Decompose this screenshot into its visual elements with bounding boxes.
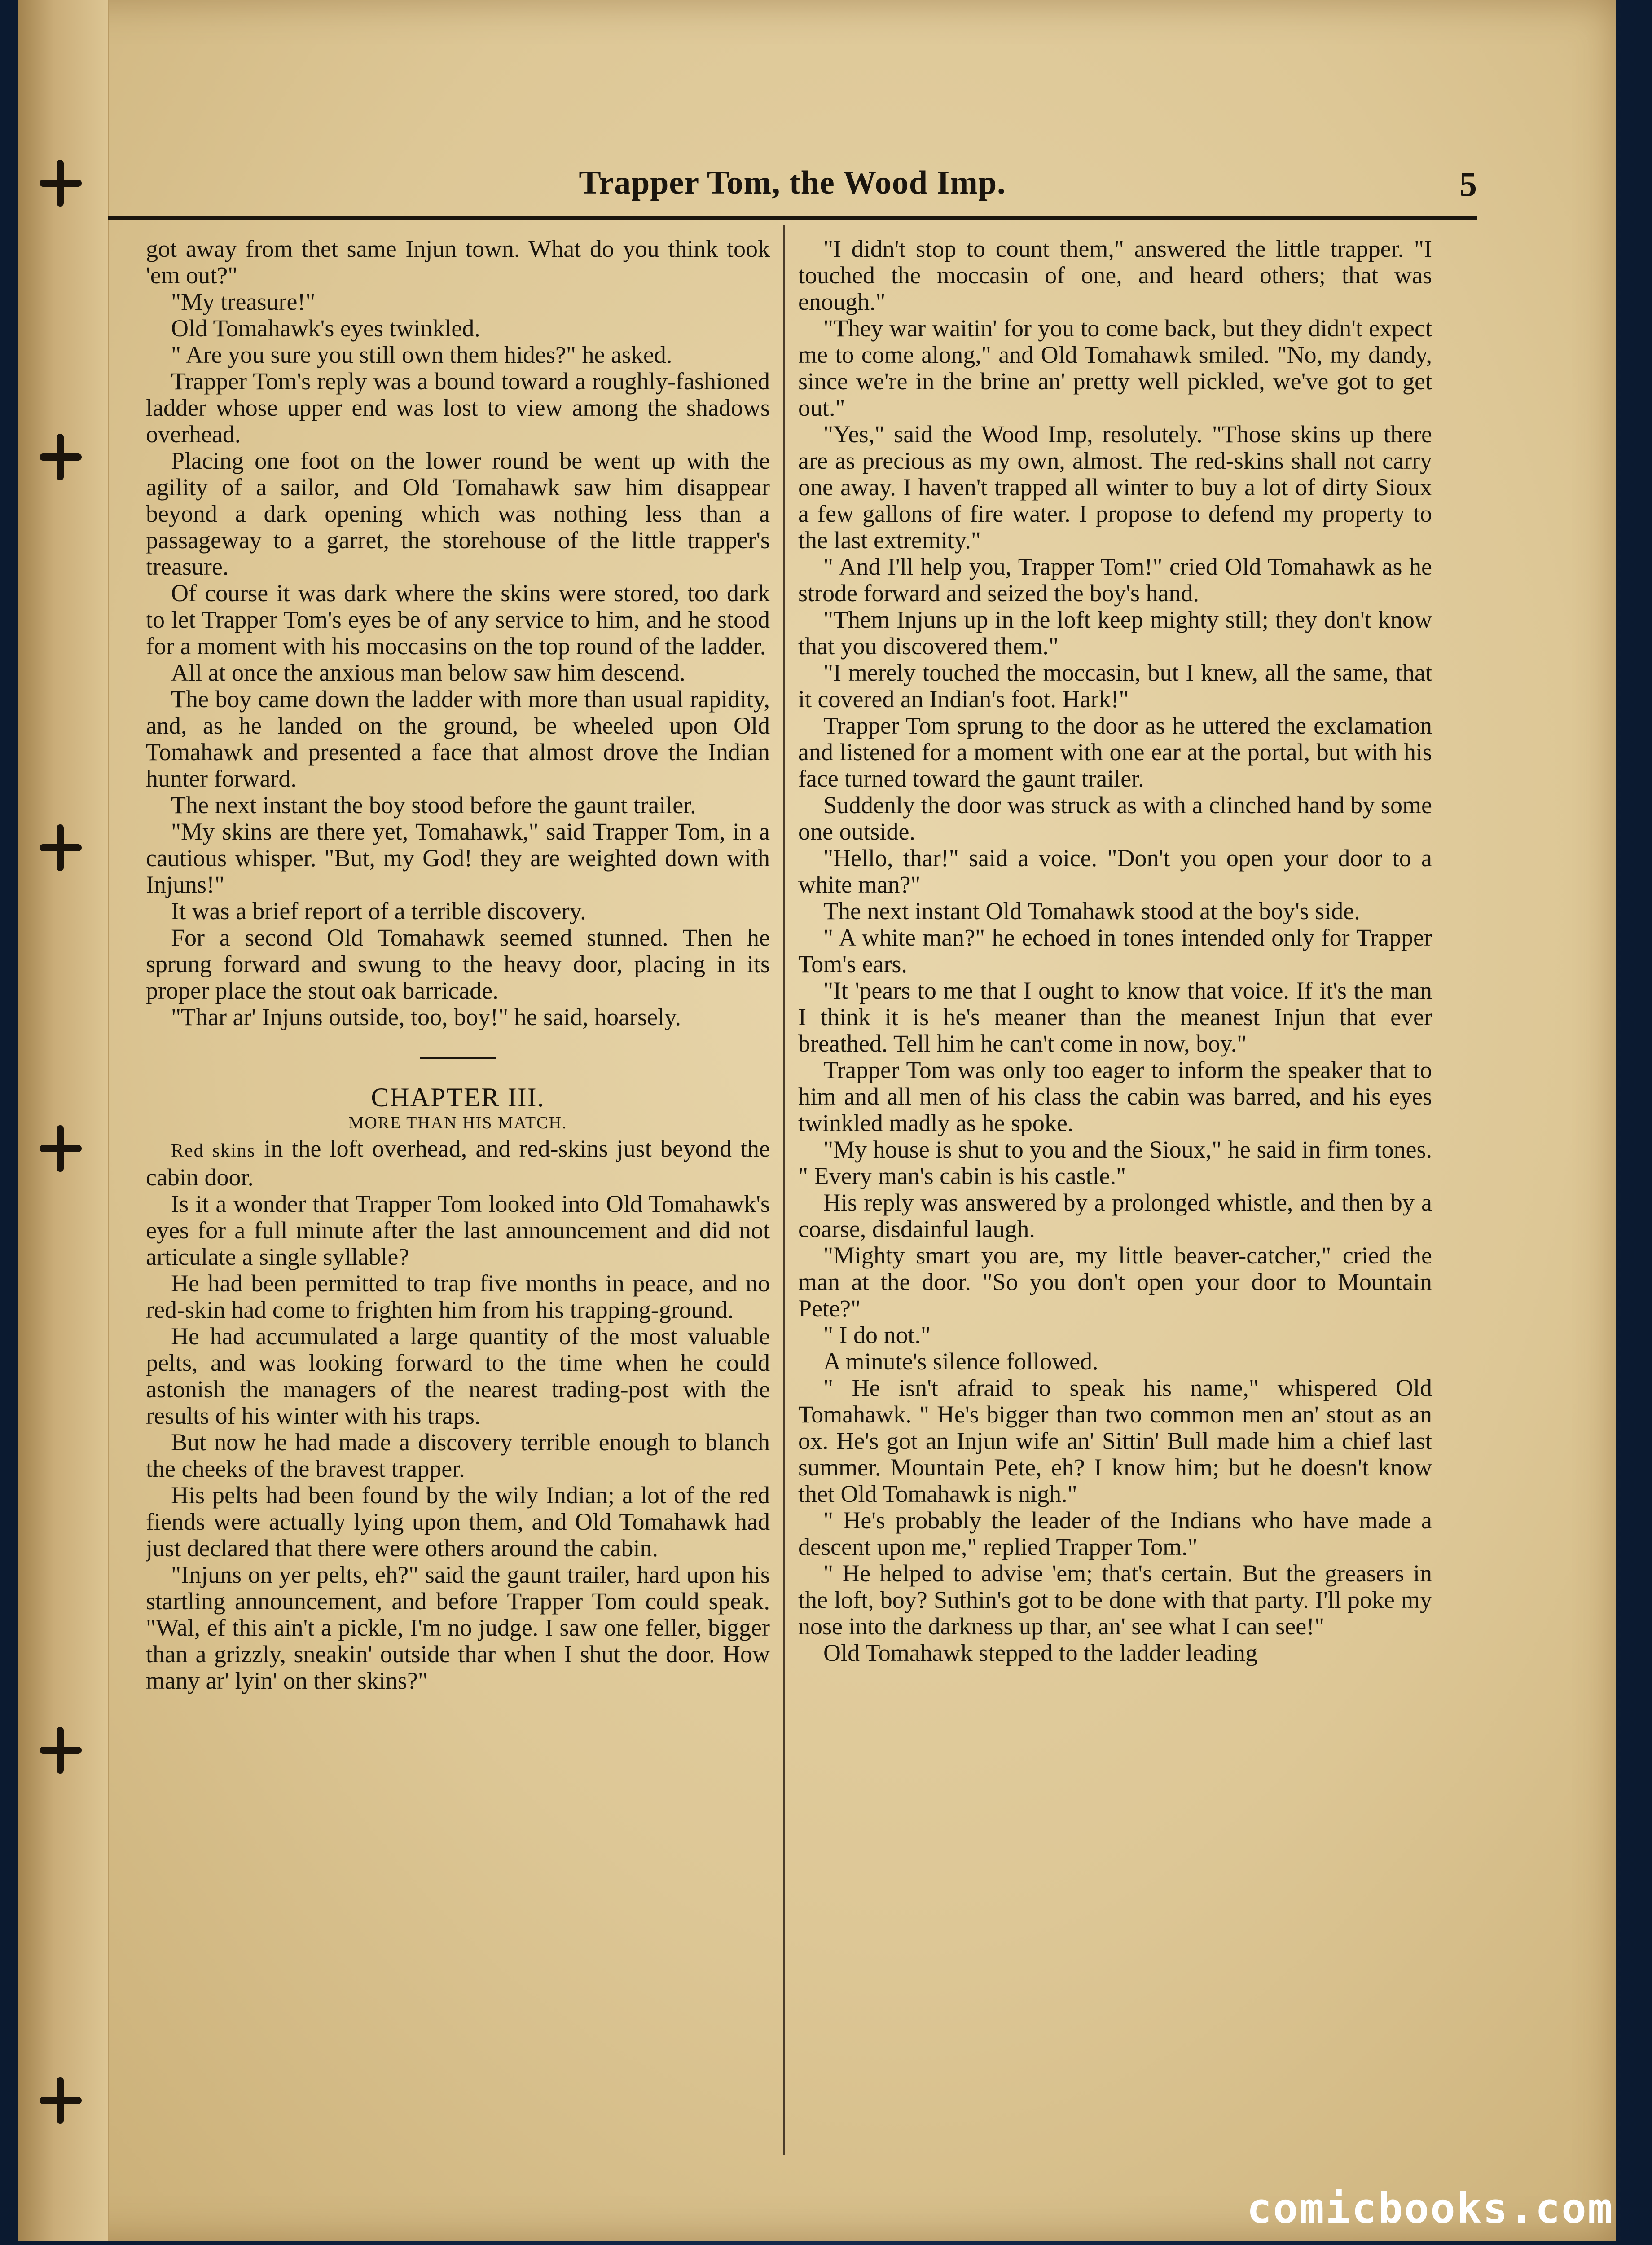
paragraph: Is it a wonder that Trapper Tom looked into Old Tomahawk's eyes for a full minute after the last announcement and did not articulate a single syllable? (146, 1190, 770, 1270)
paragraph: " And I'll help you, Trapper Tom!" cried Old Tomahawk as he strode forward and seized the boy's hand. (798, 553, 1432, 607)
running-title: Trapper Tom, the Wood Imp. (579, 164, 1006, 201)
paragraph: got away from thet same Injun town. What do you think took 'em out?" (146, 236, 770, 289)
chapter-subheading: MORE THAN HIS MATCH. (348, 1114, 567, 1132)
paragraph (146, 1136, 770, 1191)
paragraph: All at once the anxious man below saw him descend. (171, 659, 685, 686)
paragraph: " I do not." (823, 1321, 931, 1348)
paragraph: "Yes," said the Wood Imp, resolutely. "Those skins up there are as precious as my own, almost. The red-skins shall not carry one away. I haven't trapped all winter to buy a lot of dirty Sioux a few gallons of fire water. I propose to defend my property to the last extremity." (798, 421, 1432, 554)
page-header (108, 155, 1477, 236)
chapter-separator (420, 1057, 496, 1059)
paragraph: "It 'pears to me that I ought to know that voice. If it's the man I think it is he's meaner than the meanest Injun that ever breathed. Tell him he can't come in now, boy." (798, 977, 1432, 1057)
paragraph: He had been permitted to trap five months in peace, and no red-skin had come to frighten him from his trapping-ground. (146, 1270, 770, 1323)
paragraph: It was a brief report of a terrible discovery. (171, 898, 586, 924)
paragraph: But now he had made a discovery terrible enough to blanch the cheeks of the bravest trapper. (146, 1429, 770, 1482)
paragraph: "They war waitin' for you to come back, but they didn't expect me to come along," and Old Tomahawk smiled. "No, my dandy, since we're in the brine an' pretty well pickled, we've got to get out." (798, 315, 1432, 421)
binding-stitch (40, 1145, 82, 1152)
header-rule (108, 216, 1477, 220)
paragraph: "My house is shut to you and the Sioux," he said in firm tones. " Every man's cabin is his castle." (798, 1136, 1432, 1189)
left-column (146, 236, 770, 2162)
paragraph: A minute's silence followed. (823, 1348, 1098, 1375)
paragraph: "I didn't stop to count them," answered the little trapper. "I touched the moccasin of one, and heard others; that was enough." (798, 236, 1432, 315)
binding-gutter (18, 0, 109, 2241)
paragraph: Old Tomahawk stepped to the ladder leading (823, 1639, 1257, 1666)
paragraph: Old Tomahawk's eyes twinkled. (171, 315, 480, 342)
paragraph: " He isn't afraid to speak his name," whispered Old Tomahawk. " He's bigger than two common men an' stout as an ox. He's got an Injun wife an' Sittin' Bull made him a chief last summer. Mountain Pete, eh? I know him; but he doesn't know thet Old Tomahawk is nigh." (798, 1374, 1432, 1507)
paragraph: The next instant Old Tomahawk stood at the boy's side. (823, 898, 1360, 924)
paragraph: He had accumulated a large quantity of the most valuable pelts, and was looking forward to the time when he could astonish the managers of the nearest trading-post with the results of his winter with his traps. (146, 1323, 770, 1429)
paragraph: His reply was answered by a prolonged whistle, and then by a coarse, disdainful laugh. (798, 1189, 1432, 1242)
paragraph: "Hello, thar!" said a voice. "Don't you open your door to a white man?" (798, 845, 1432, 898)
paragraph: " Are you sure you still own them hides?" he asked. (171, 341, 672, 368)
binding-stitch (40, 1747, 82, 1754)
paragraph: Of course it was dark where the skins were stored, too dark to let Trapper Tom's eyes be of any service to him, and he stood for a moment with his moccasins on the top round of the ladder. (146, 580, 770, 660)
watermark: comicbooks.com (1247, 2184, 1614, 2232)
paragraph: Suddenly the door was struck as with a clinched hand by some one outside. (798, 792, 1432, 845)
paragraph: " He's probably the leader of the Indians who have made a descent upon me," replied Trapper Tom." (798, 1507, 1432, 1560)
paragraph: Trapper Tom sprung to the door as he uttered the exclamation and listened for a moment with one ear at the portal, but with his face turned toward the gaunt trailer. (798, 712, 1432, 792)
paragraph: "I merely touched the moccasin, but I knew, all the same, that it covered an Indian's foot. Hark!" (798, 659, 1432, 713)
binding-stitch (40, 844, 82, 851)
binding-stitch (40, 180, 82, 187)
column-divider (783, 224, 785, 2155)
binding-stitch (40, 2097, 82, 2104)
paragraph: " He helped to advise 'em; that's certain. But the greasers in the loft, boy? Suthin's got to be done with that party. I'll poke my nose into the darkness up thar, an' see what I can see!" (798, 1560, 1432, 1640)
paragraph: " A white man?" he echoed in tones intended only for Trapper Tom's ears. (798, 924, 1432, 977)
paragraph: "My treasure!" (171, 288, 316, 315)
paragraph: "Them Injuns up in the loft keep mighty still; they don't know that you discovered them." (798, 606, 1432, 660)
right-column (798, 236, 1432, 2162)
paragraph: The boy came down the ladder with more than usual rapidity, and, as he landed on the ground, be wheeled upon Old Tomahawk and presented a face that almost drove the Indian hunter forward. (146, 686, 770, 792)
chapter-heading: CHAPTER III. (371, 1083, 545, 1112)
paragraph: "Thar ar' Injuns outside, too, boy!" he said, hoarsely. (171, 1004, 681, 1030)
paragraph: Trapper Tom was only too eager to inform the speaker that to him and all men of his class the cabin was barred, and his eyes twinkled madly as he spoke. (798, 1056, 1432, 1136)
binding-stitch (40, 453, 82, 461)
small-caps-lead: Red skins (171, 1140, 256, 1161)
paragraph: Trapper Tom's reply was a bound toward a roughly-fashioned ladder whose upper end was lost to view among the shadows overhead. (146, 368, 770, 448)
page-number: 5 (1459, 164, 1477, 203)
paragraph: Placing one foot on the lower round be went up with the agility of a sailor, and Old Tomahawk saw him disappear beyond a dark opening which was nothing less than a passageway to a garret, the storehouse of the little trapper's treasure. (146, 447, 770, 580)
paragraph: "Injuns on yer pelts, eh?" said the gaunt trailer, hard upon his startling announcement, and before Trapper Tom could speak. "Wal, ef this ain't a pickle, I'm no judge. I saw one feller, bigger than a grizzly, sneakin' outside thar when I shut the door. How many ar' lyin' on ther skins?" (146, 1561, 770, 1694)
paragraph: The next instant the boy stood before the gaunt trailer. (171, 792, 696, 819)
paragraph: "Mighty smart you are, my little beaver-catcher," cried the man at the door. "So you don't open your door to Mountain Pete?" (798, 1242, 1432, 1322)
paragraph: "My skins are there yet, Tomahawk," said Trapper Tom, in a cautious whisper. "But, my God! they are weighted down with Injuns!" (146, 818, 770, 898)
paragraph: His pelts had been found by the wily Indian; a lot of the red fiends were actually lying upon them, and Old Tomahawk had just declared that there were others around the cabin. (146, 1482, 770, 1562)
paragraph-text: in the loft overhead, and red-skins just beyond the cabin door. (146, 1135, 770, 1191)
paragraph: For a second Old Tomahawk seemed stunned. Then he sprung forward and swung to the heavy door, placing in its proper place the stout oak barricade. (146, 924, 770, 1004)
